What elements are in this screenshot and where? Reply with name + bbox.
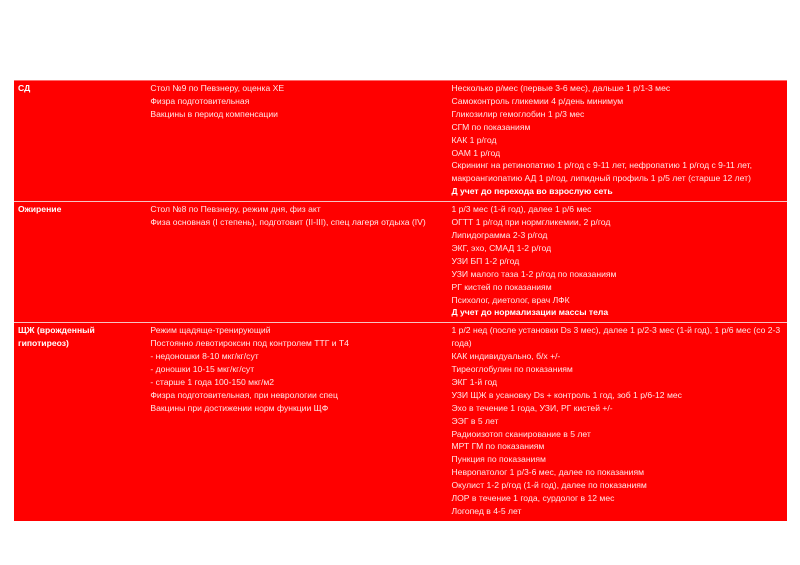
monitoring-line: Несколько р/мес (первые 3-6 мес), дальше 1 р/1-3 мес (451, 83, 671, 93)
dispensary-table (14, 80, 787, 521)
monitoring-line: 1 р/2 нед (после установки Ds 3 мес), далее 1 р/2-3 мес (1-й год), 1 р/6 мес (со 2-3 года) (451, 325, 781, 349)
monitoring-line: Пункция по показаниям (451, 454, 546, 465)
treatment-line: Физа основная (I степень), подготовит (II-III), спец лагеря отдыха (IV) (150, 217, 426, 228)
treatment-line: Стол №8 по Певзнеру, режим дня, физ акт (150, 204, 321, 215)
treatment-line: Вакцины при достижении норм функции ЩФ (150, 402, 329, 413)
monitoring-line: ЛОР в течение 1 года, сурдолог в 12 мес (451, 493, 615, 504)
follow-up-note: Д учет до нормализации массы тела (451, 307, 609, 318)
treatment-line: Стол №9 по Певзнеру, оценка ХЕ (150, 83, 285, 93)
condition-name: ЩЖ (врожденный гипотиреоз) (14, 323, 146, 521)
treatment-cell (146, 81, 447, 202)
monitoring-line: Невропатолог 1 р/3-6 мес, далее по показаниям (451, 467, 645, 478)
treatment-cell (146, 323, 447, 521)
monitoring-line: ЭЭГ в 5 лет (451, 415, 499, 426)
monitoring-cell (447, 81, 787, 202)
monitoring-line: 1 р/3 мес (1-й год), далее 1 р/6 мес (451, 204, 592, 215)
monitoring-line: УЗИ ЩЖ в усановку Ds + контроль 1 год, зоб 1 р/6-12 мес (451, 389, 682, 400)
monitoring-line: КАК индивидуально, б/х +/- (451, 351, 561, 362)
treatment-line: Физра подготовительная (150, 95, 250, 106)
table-row (14, 323, 787, 521)
monitoring-line: Радиоизотоп сканирование в 5 лет (451, 428, 591, 439)
treatment-line: Режим щадяще-тренирующий (150, 325, 271, 336)
monitoring-cell (447, 323, 787, 521)
table-body (14, 81, 787, 521)
monitoring-line: Окулист 1-2 р/год (1-й год), далее по показаниям (451, 480, 647, 491)
treatment-line: - недоношки 8-10 мкг/кг/сут (150, 351, 259, 362)
treatment-cell (146, 202, 447, 323)
table-row (14, 81, 787, 202)
monitoring-line: ЭКГ, эхо, СМАД 1-2 р/год (451, 242, 552, 253)
follow-up-note: Д учет до перехода во взрослую сеть (451, 186, 613, 197)
condition-name: Ожирение (14, 202, 146, 323)
treatment-line: Физра подготовительная, при неврологии спец (150, 389, 338, 400)
monitoring-line: Липидограмма 2-3 р/год (451, 229, 548, 240)
monitoring-line: Психолог, диетолог, врач ЛФК (451, 294, 570, 305)
monitoring-line: Логопед в 4-5 лет (451, 506, 522, 516)
monitoring-line: Тиреоглобулин по показаниям (451, 364, 573, 375)
monitoring-line: ЭКГ 1-й год (451, 376, 498, 387)
monitoring-line: Самоконтроль гликемии 4 р/день минимум (451, 95, 624, 106)
monitoring-line: Гликозилир гемоглобин 1 р/3 мес (451, 108, 585, 119)
monitoring-line: Эхо в течение 1 года, УЗИ, РГ кистей +/- (451, 402, 613, 413)
table-row (14, 202, 787, 323)
condition-name: СД (14, 81, 146, 202)
monitoring-line: КАК 1 р/год (451, 134, 497, 145)
treatment-line: Вакцины в период компенсации (150, 108, 278, 119)
monitoring-line: ОГТТ 1 р/год при нормгликемии, 2 р/год (451, 217, 611, 228)
monitoring-line: Скрининг на ретинопатию 1 р/год с 9-11 лет, нефропатию 1 р/год с 9-11 лет, макроангиопатию АД 1 р/год, липидный профиль 1 р/5 лет (старше 12 лет) (451, 160, 753, 184)
treatment-line: - старше 1 года 100-150 мкг/м2 (150, 376, 275, 387)
monitoring-line: РГ кистей по показаниям (451, 281, 552, 292)
monitoring-line: МРТ ГМ по показаниям (451, 441, 545, 452)
monitoring-cell (447, 202, 787, 323)
treatment-line: - доношки 10-15 мкг/кг/сут (150, 364, 255, 375)
monitoring-line: УЗИ малого таза 1-2 р/год по показаниям (451, 268, 617, 279)
monitoring-line: СГМ по показаниям (451, 121, 531, 132)
treatment-line: Постоянно левотироксин под контролем ТТГ и Т4 (150, 338, 349, 349)
monitoring-line: УЗИ БП 1-2 р/год (451, 255, 520, 266)
monitoring-line: ОАМ 1 р/год (451, 147, 501, 158)
